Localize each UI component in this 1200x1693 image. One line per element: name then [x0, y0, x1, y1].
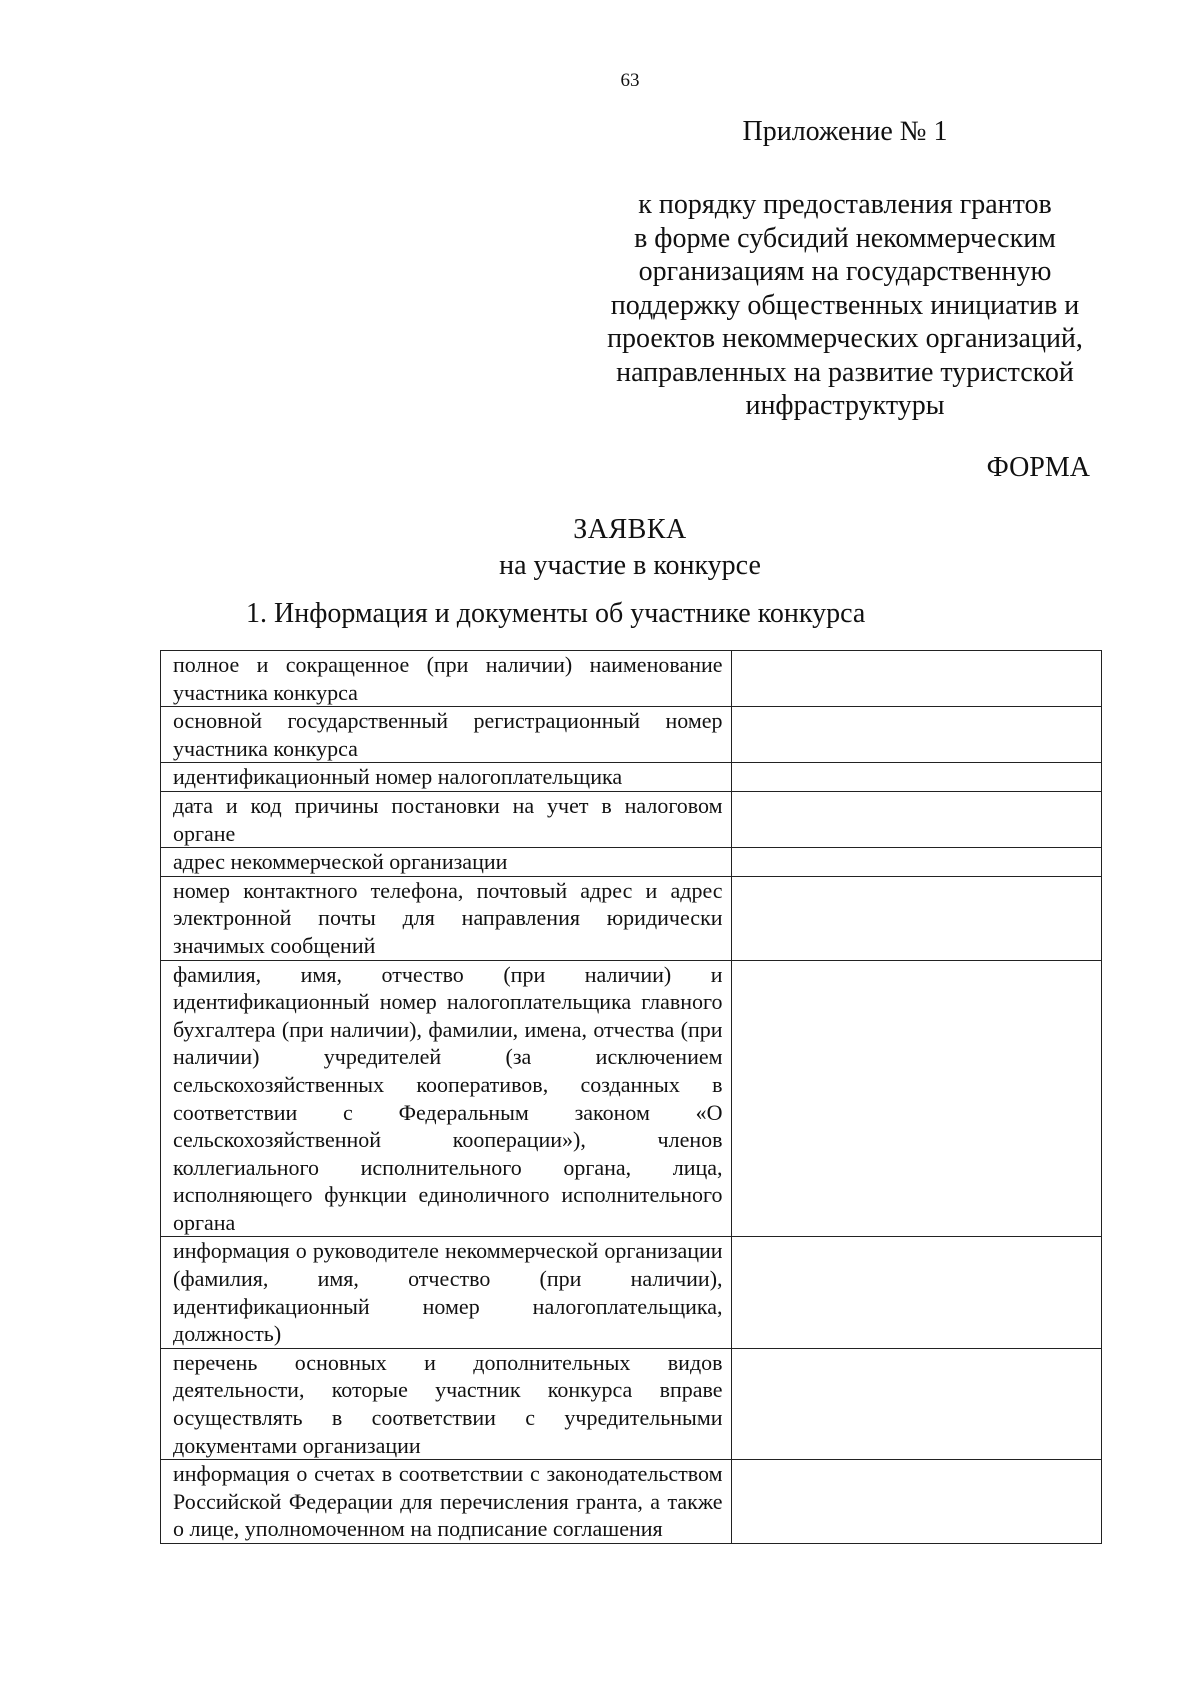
appendix-title: Приложение № 1 — [742, 116, 948, 147]
row-label: идентификационный номер налогоплательщика — [161, 763, 732, 792]
appendix-subtitle-line: к порядку предоставления грантов — [638, 189, 1052, 220]
table-row — [161, 707, 1102, 763]
table-row — [161, 1237, 1102, 1348]
table-row — [161, 876, 1102, 960]
row-label: информация о руководителе некоммерческой организации (фамилия, имя, отчество (при наличии), идентификационный номер налогоплательщика, должность) — [161, 1237, 732, 1348]
document-title: ЗАЯВКА — [573, 514, 687, 545]
table-row — [161, 848, 1102, 877]
table-row — [161, 791, 1102, 847]
appendix-subtitle-line: проектов некоммерческих организаций, — [607, 323, 1083, 354]
row-value-cell[interactable] — [731, 1460, 1101, 1544]
row-label: номер контактного телефона, почтовый адрес и адрес электронной почты для направления юридически значимых сообщений — [161, 876, 732, 960]
row-value-cell[interactable] — [731, 1348, 1101, 1459]
form-label: ФОРМА — [986, 452, 1090, 483]
appendix-subtitle-line: организациям на государственную — [638, 256, 1052, 287]
participant-info-table — [160, 650, 1102, 1544]
row-value-cell[interactable] — [731, 763, 1101, 792]
table-row — [161, 651, 1102, 707]
row-label: перечень основных и дополнительных видов деятельности, которые участник конкурса вправе осуществлять в соответствии с учредительными документами организации — [161, 1348, 732, 1459]
row-value-cell[interactable] — [731, 876, 1101, 960]
row-value-cell[interactable] — [731, 791, 1101, 847]
row-label: адрес некоммерческой организации — [161, 848, 732, 877]
row-value-cell[interactable] — [731, 1237, 1101, 1348]
row-value-cell[interactable] — [731, 848, 1101, 877]
table-row — [161, 1348, 1102, 1459]
page-number: 63 — [620, 70, 640, 91]
row-label: фамилия, имя, отчество (при наличии) и идентификационный номер налогоплательщика главного бухгалтера (при наличии), фамилии, имена, отчества (при наличии) учредителей (за исключением сельскохозяйственных кооперативов, созданных в соответствии с Федеральным законом «О сельскохозяйственной кооперации»), членов коллегиального исполнительного органа, лица, исполняющего функции единоличного исполнительного органа — [161, 960, 732, 1237]
section-title: 1. Информация и документы об участнике конкурса — [246, 598, 866, 629]
row-label: информация о счетах в соответствии с законодательством Российской Федерации для перечисления гранта, а также о лице, уполномоченном на подписание соглашения — [161, 1460, 732, 1544]
row-label: основной государственный регистрационный номер участника конкурса — [161, 707, 732, 763]
appendix-subtitle-line: направленных на развитие туристской — [616, 356, 1074, 388]
row-label: дата и код причины постановки на учет в налоговом органе — [161, 791, 732, 847]
appendix-subtitle — [600, 188, 1090, 423]
table-row — [161, 1460, 1102, 1544]
appendix-subtitle-line: в форме субсидий некоммерческим — [634, 222, 1056, 254]
table-row — [161, 960, 1102, 1237]
document-subtitle: на участие в конкурсе — [499, 550, 761, 581]
row-value-cell[interactable] — [731, 960, 1101, 1237]
appendix-subtitle-line: инфраструктуры — [745, 390, 945, 421]
row-value-cell[interactable] — [731, 651, 1101, 707]
table-row — [161, 763, 1102, 792]
appendix-subtitle-line: поддержку общественных инициатив и — [610, 289, 1080, 321]
row-value-cell[interactable] — [731, 707, 1101, 763]
row-label: полное и сокращенное (при наличии) наименование участника конкурса — [161, 651, 732, 707]
